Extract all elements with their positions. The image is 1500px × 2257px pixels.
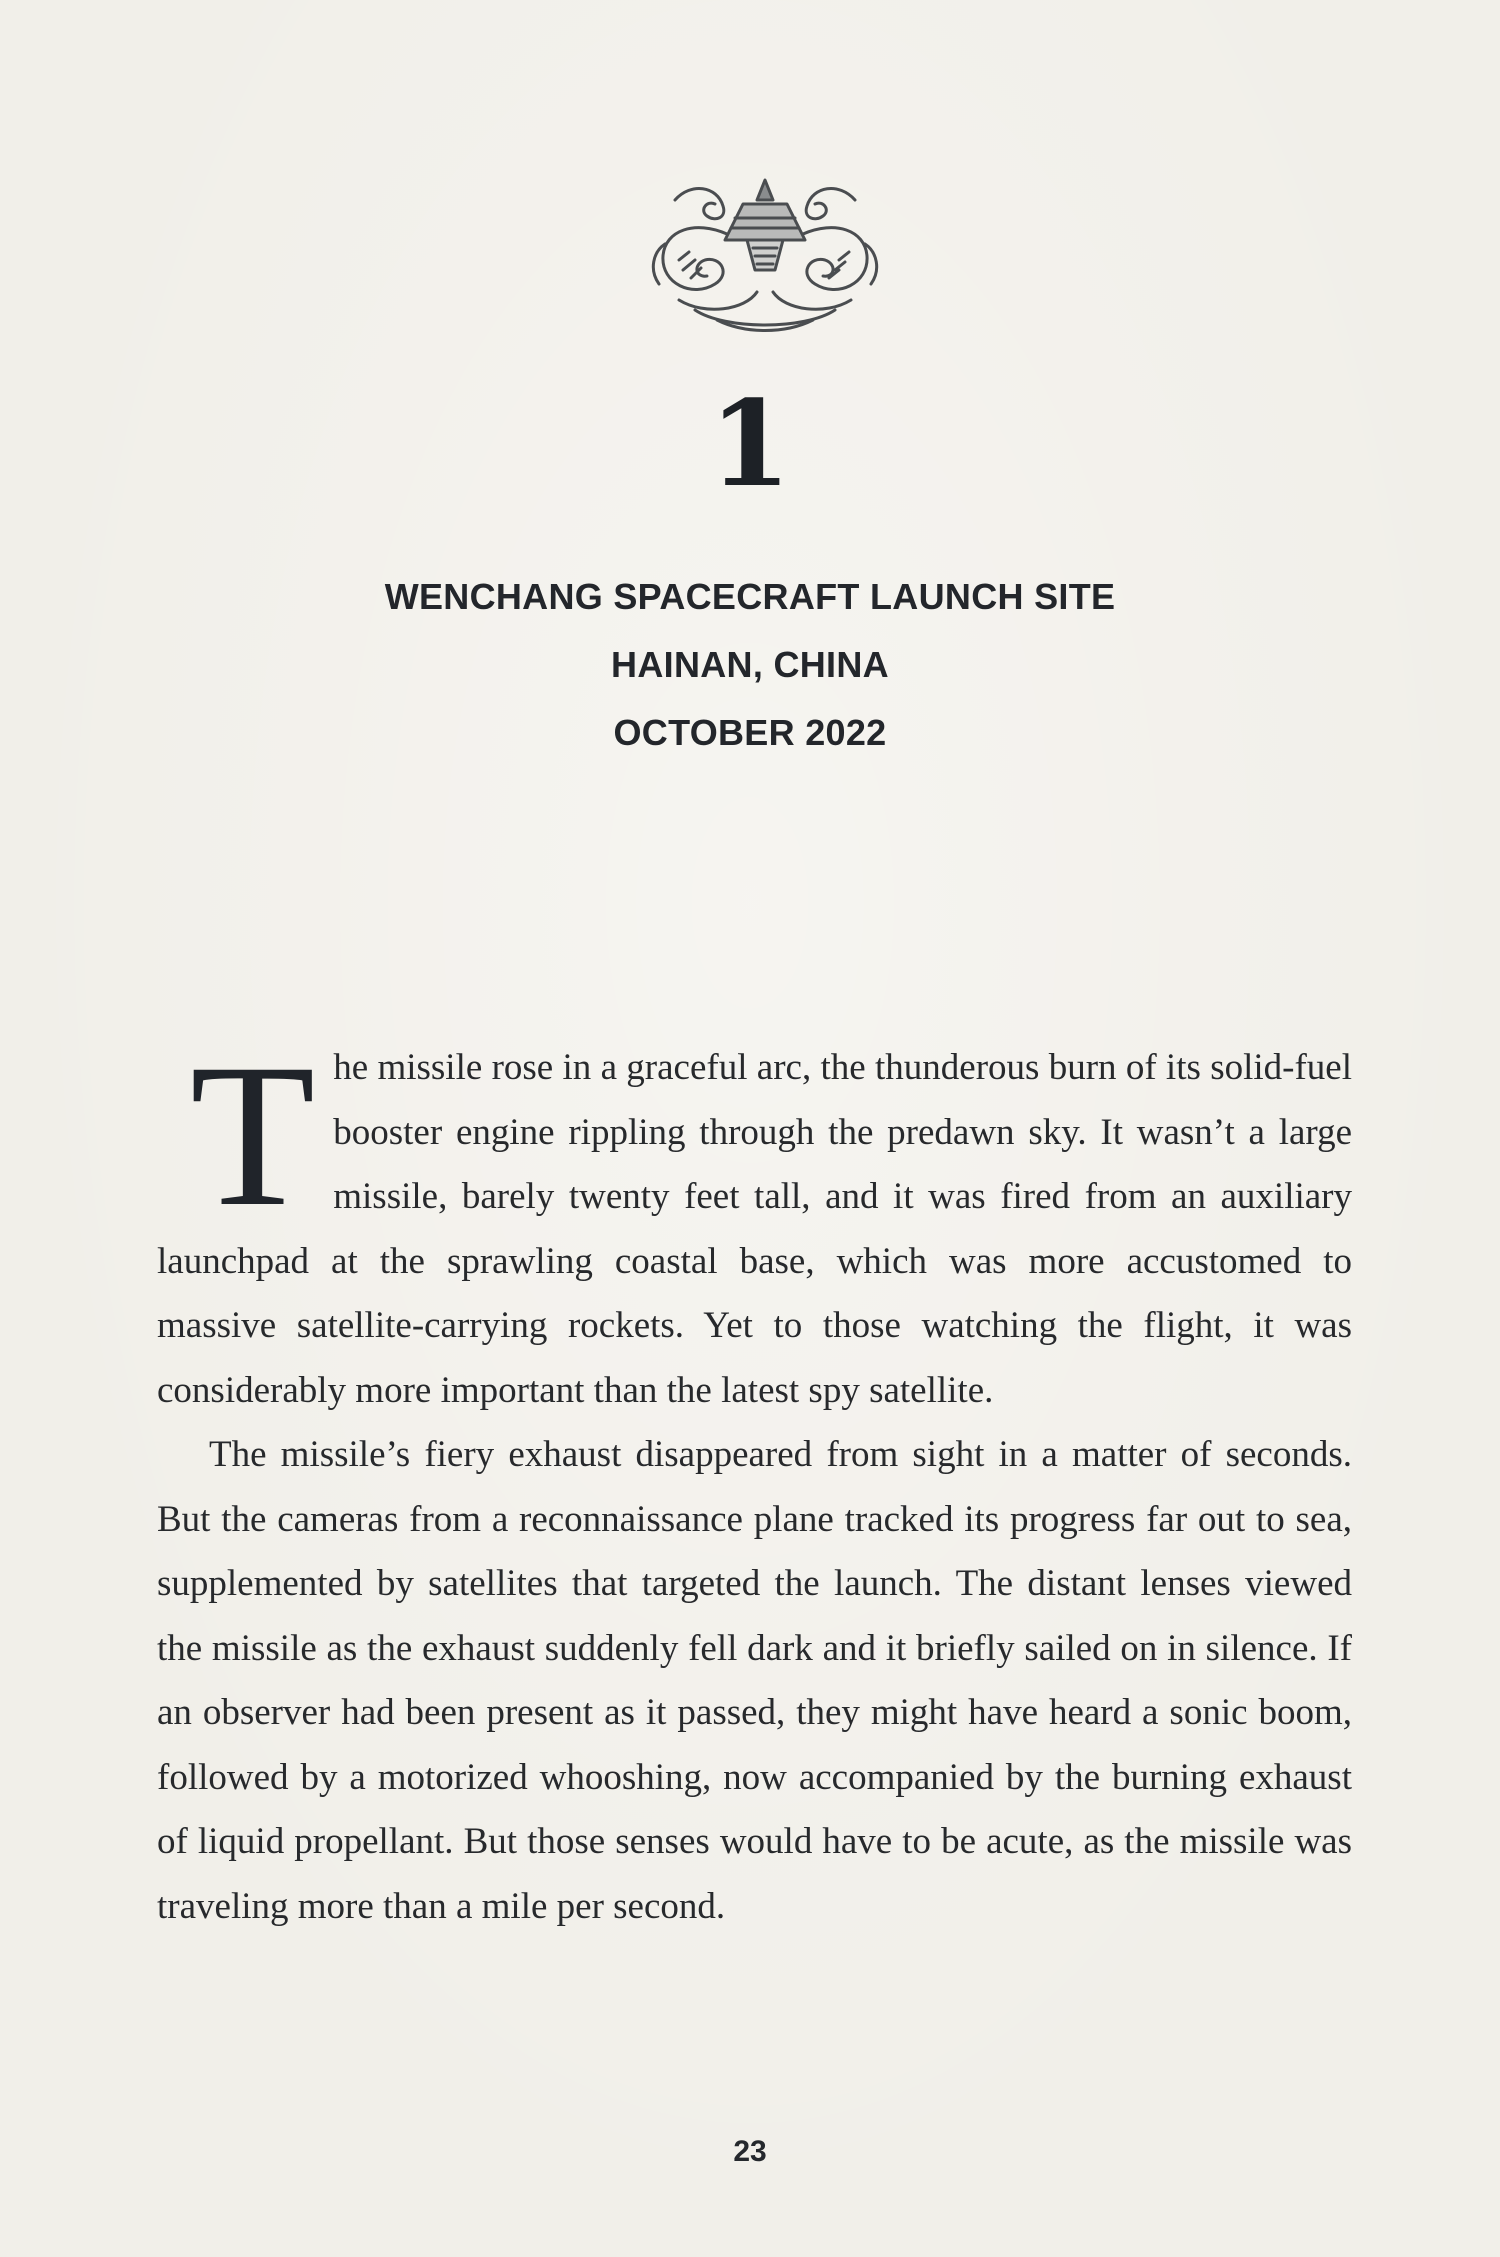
location-header (0, 570, 1500, 774)
chapter-body (157, 1022, 1352, 1939)
body-paragraph: The missile’s fiery exhaust disappeared from sight in a matter of seconds. But the cameras from a reconnaissance plane tracked its progress far out to sea, supplemented by satellites that targeted the launch. The distant lenses viewed the missile as the exhaust suddenly fell dark and it briefly sailed on in silence. If an observer had been present as it passed, they might have heard a sonic boom, followed by a motorized whooshing, now accompanied by the burning exhaust of liquid propellant. But those senses would have to be acute, as the missile was traveling more than a mile per second. (157, 1434, 1352, 1927)
location-line-date: OCTOBER 2022 (613, 712, 887, 753)
location-line-place: HAINAN, CHINA (611, 644, 889, 685)
dragon-ornament-icon (635, 160, 895, 340)
location-line-site: WENCHANG SPACECRAFT LAUNCH SITE (384, 576, 1116, 617)
chapter-number: 1 (708, 374, 792, 513)
body-paragraph: The missile rose in a graceful arc, the thunderous burn of its solid-fuel booster engine rippling through the predawn sky. It wasn’t a large missile, barely twenty feet tall, and it was fired from an auxiliary launchpad at the sprawling coastal base, which was more accustomed to massive satellite-carrying rockets. Yet to those watching the flight, it was considerably more important than the latest spy satellite. (157, 1022, 1352, 1411)
page-number: 23 (733, 2135, 767, 2168)
